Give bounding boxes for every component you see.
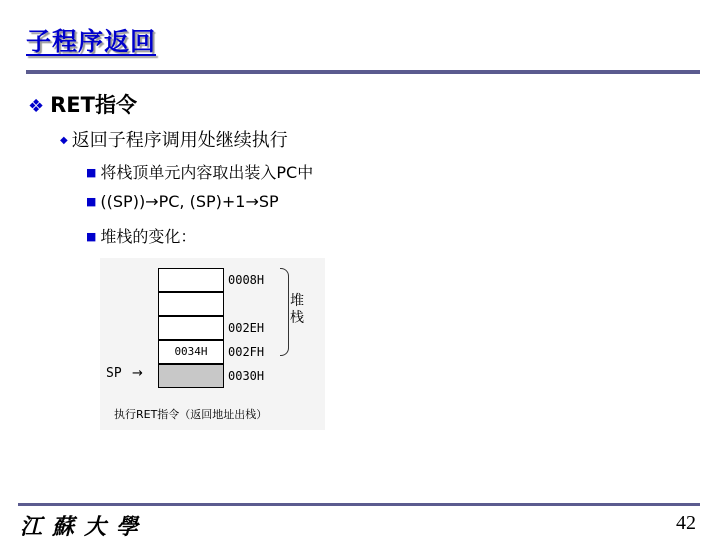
title-rule: [26, 70, 700, 74]
sp-label: SP: [106, 366, 122, 381]
address-label: 0008H: [228, 273, 265, 287]
bullet-level3: [86, 224, 196, 247]
bullet-level3: [86, 192, 279, 211]
address-label: 002FH: [228, 345, 265, 359]
stack-cell: [158, 292, 224, 316]
diamond-bullet-icon: ❖: [28, 96, 45, 117]
bullet-level3-text: ((SP))→PC, (SP)+1→SP: [100, 192, 279, 211]
stack-cell: 0034H: [158, 340, 224, 364]
bullet-level2-text: 返回子程序调用处继续执行: [71, 130, 288, 151]
bullet-level1: [28, 89, 137, 119]
square-bullet-icon: ■: [86, 195, 97, 208]
address-label: 0030H: [228, 369, 265, 383]
arrow-right-icon: →: [132, 366, 143, 381]
slide-title: 子程序返回: [26, 27, 157, 56]
bullet-level3-text: 将栈顶单元内容取出装入PC中: [100, 163, 314, 182]
bullet-level1-text: RET指令: [50, 93, 137, 117]
stack-cell: [158, 268, 224, 292]
square-bullet-icon: ■: [86, 166, 97, 179]
address-label: 002EH: [228, 321, 265, 335]
diagram-caption: 执行RET指令（返回地址出栈）: [114, 408, 268, 421]
diamond-small-icon: ◆: [60, 135, 68, 146]
bullet-level3-text: 堆栈的变化：: [100, 227, 197, 246]
bullet-level2: [60, 126, 288, 152]
footer-rule: [18, 503, 700, 506]
university-logo: 江蘇大學: [20, 514, 149, 540]
stack-cell-sp: [158, 364, 224, 388]
stack-diagram: [100, 258, 325, 430]
stack-cell: [158, 316, 224, 340]
stack-label: 堆栈: [290, 293, 304, 326]
bullet-level3: [86, 160, 313, 183]
square-bullet-icon: ■: [86, 230, 97, 243]
page-number: 42: [676, 512, 696, 534]
